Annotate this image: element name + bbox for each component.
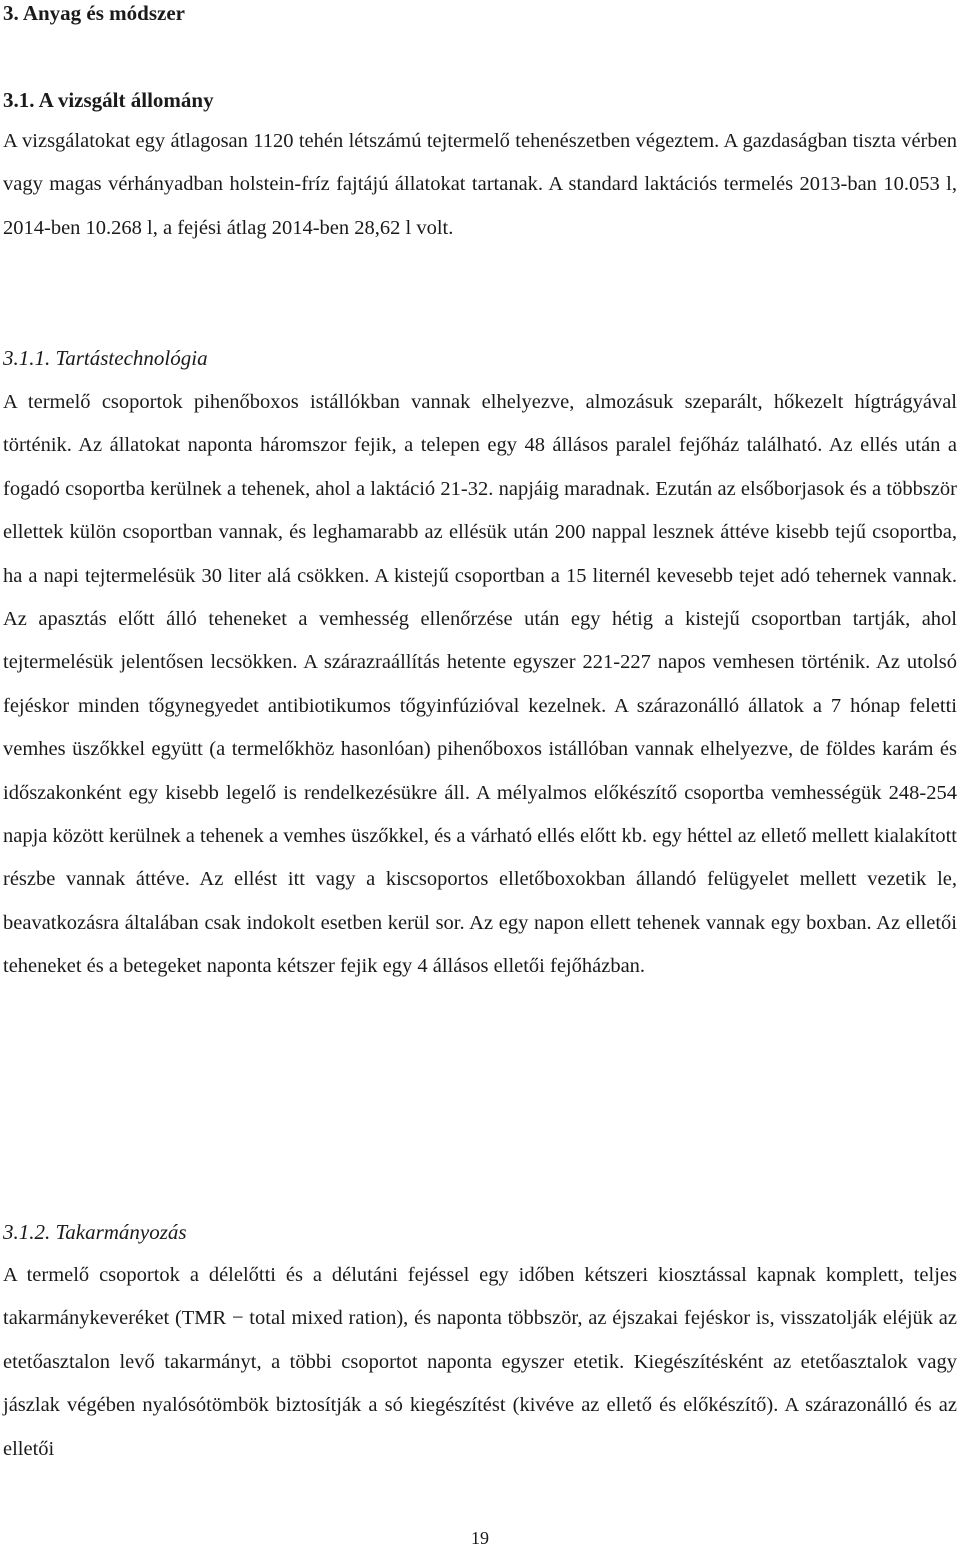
page-number: 19 <box>471 1528 489 1548</box>
subsubsection-heading-takarmanyozas: 3.1.2. Takarmányozás <box>3 1220 187 1244</box>
subsection-paragraph: A vizsgálatokat egy átlagosan 1120 tehén létszámú tejtermelő tehenészetben végeztem. A gazdaságban tiszta vérben vagy magas vérhányadban holstein-fríz fajtájú állatokat tartanak. A standard laktációs termelés 2013-ban 10.053 l, 2014-ben 10.268 l, a fejési átlag 2014-ben 28,62 l volt. <box>3 130 957 239</box>
section-heading: 3. Anyag és módszer <box>3 1 185 25</box>
subsubsection-paragraph-takarmanyozas: A termelő csoportok a délelőtti és a délutáni fejéssel egy időben kétszeri kiosztással kapnak komplett, teljes takarmánykeveréket (TMR − total mixed ration), és naponta többször, az éjszakai fejéskor is, visszatolják eléjük az etetőasztalon levő takarmányt, a többi csoportot naponta egyszer etetik. Kiegészítésként az etetőasztalok vagy jászlak végében nyalósótömbök biztosítják a só kiegészítést (kivéve az ellető és előkészítő). A szárazonálló és az elletői <box>3 1264 957 1460</box>
subsubsection-paragraph-tartastechnologia: A termelő csoportok pihenőboxos istállókban vannak elhelyezve, almozásuk szeparált, hőkezelt hígtrágyával történik. Az állatokat naponta háromszor fejik, a telepen egy 48 állásos paralel fejőház található. Az ellés után a fogadó csoportba kerülnek a tehenek, ahol a laktáció 21-32. napjáig maradnak. Ezután az elsőborjasok és a többször ellettek külön csoportban vannak, és leghamarabb az ellésük után 200 nappal lesznek áttéve kisebb tejű csoportba, ha a napi tejtermelésük 30 liter alá csökken. A kistejű csoportban a 15 liternél kevesebb tejet adó tehernek vannak. Az apasztás előtt álló teheneket a vemhesség ellenőrzése után egy hétig a kistejű csoportban tartják, ahol tejtermelésük jelentősen lecsökken. A szárazraállítás hetente egyszer 221-227 napos vemhesen történik. Az utolsó fejéskor minden tőgynegyedet antibiotikumos tőgyinfúzióval kezelnek. A szárazonálló állatok a 7 hónap feletti vemhes üszőkkel együtt (a termelőkhöz hasonlóan) pihenőboxos istállóban vannak elhelyezve, de földes karám és időszakonként egy kisebb legelő is rendelkezésükre áll. A mélyalmos előkészítő csoportba vemhességük 248-254 napja között kerülnek a tehenek a vemhes üszőkkel, és a várható ellés előtt kb. egy héttel az ellető mellett kialakított részbe vannak áttéve. Az ellést itt vagy a kiscsoportos elletőboxokban állandó felügyelet mellett vezetik le, beavatkozásra általában csak indokolt esetben kerül sor. Az egy napon ellett tehenek vannak egy boxban. Az elletői teheneket és a betegeket naponta kétszer fejik egy 4 állásos elletői fejőházban. <box>3 391 957 978</box>
subsubsection-heading-tartastechnologia: 3.1.1. Tartástechnológia <box>3 346 208 370</box>
subsection-heading: 3.1. A vizsgált állomány <box>3 88 214 112</box>
